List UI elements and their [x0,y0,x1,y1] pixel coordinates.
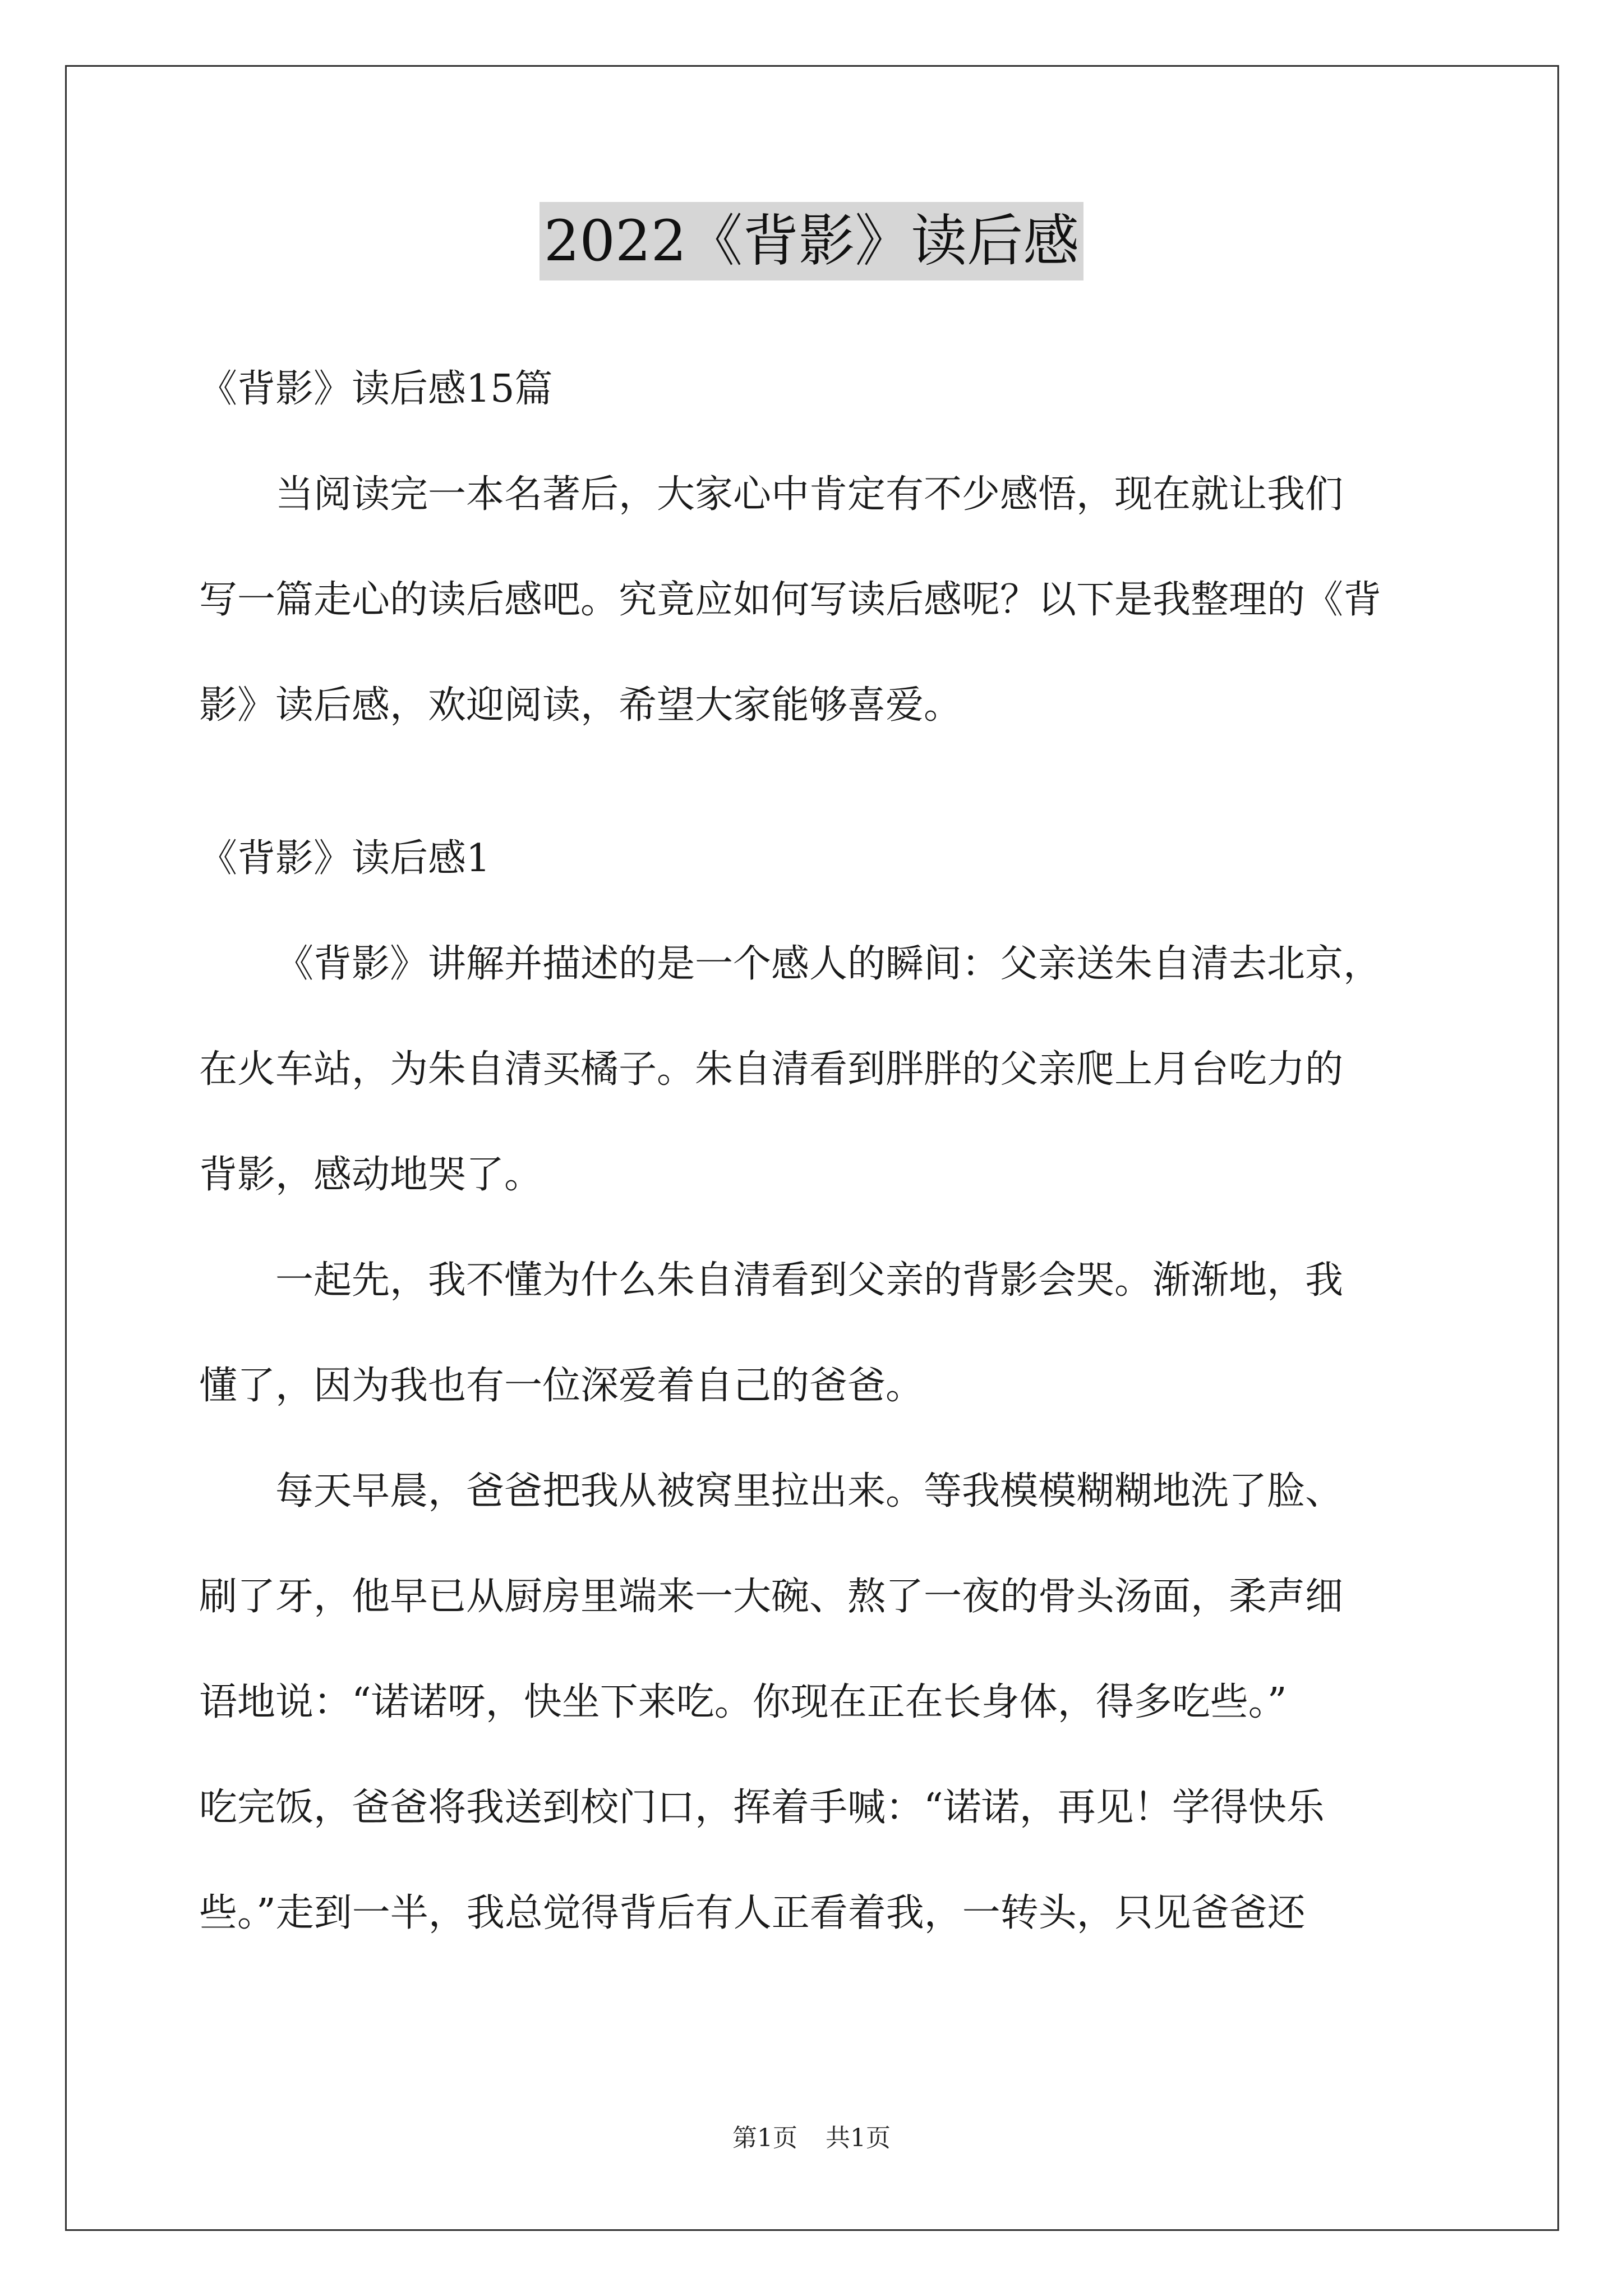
section-heading: 《背影》读后感1 [199,836,491,881]
page-number: 第1页 [732,2124,797,2152]
paragraph-line: 《背影》讲解并描述的是一个感人的瞬间：父亲送朱自清去北京， [275,942,1382,986]
paragraph-line: 些。”走到一半，我总觉得背后有人正看着我，一转头，只见爸爸还 [199,1891,1306,1935]
subtitle: 《背影》读后感15篇 [199,367,553,411]
paragraph-line: 吃完饭，爸爸将我送到校门口，挥着手喊：“诺诺，再见！学得快乐 [199,1786,1325,1830]
intro-line: 影》读后感，欢迎阅读，希望大家能够喜爱。 [199,683,962,728]
paragraph-line: 每天早晨，爸爸把我从被窝里拉出来。等我模模糊糊地洗了脸、 [275,1469,1344,1513]
page-total: 共1页 [826,2124,891,2152]
paragraph-1 [199,912,1427,1228]
intro-line: 当阅读完一本名著后，大家心中肯定有不少感悟，现在就让我们 [275,472,1344,517]
paragraph-line: 在火车站，为朱自清买橘子。朱自清看到胖胖的父亲爬上月台吃力的 [199,1047,1344,1092]
intro-paragraph [199,442,1427,758]
intro-line: 写一篇走心的读后感吧。究竟应如何写读后感呢？以下是我整理的《背 [199,578,1382,622]
paragraph-line: 语地说：“诺诺呀，快坐下来吃。你现在正在长身体，得多吃些。” [199,1680,1287,1724]
paragraph-3 [199,1439,1427,1966]
document-body [199,337,1427,1966]
paragraph-line: 一起先，我不懂为什么朱自清看到父亲的背影会哭。渐渐地，我 [275,1258,1344,1303]
paragraph-2 [199,1228,1427,1439]
page-footer [0,2122,1623,2155]
paragraph-line: 刷了牙，他早已从厨房里端来一大碗、熬了一夜的骨头汤面，柔声细 [199,1575,1344,1619]
document-title: 2022《背影》读后感 [540,202,1084,280]
paragraph-line: 背影，感动地哭了。 [199,1153,543,1197]
paragraph-line: 懂了，因为我也有一位深爱着自己的爸爸。 [199,1364,924,1408]
title-container [0,202,1623,280]
